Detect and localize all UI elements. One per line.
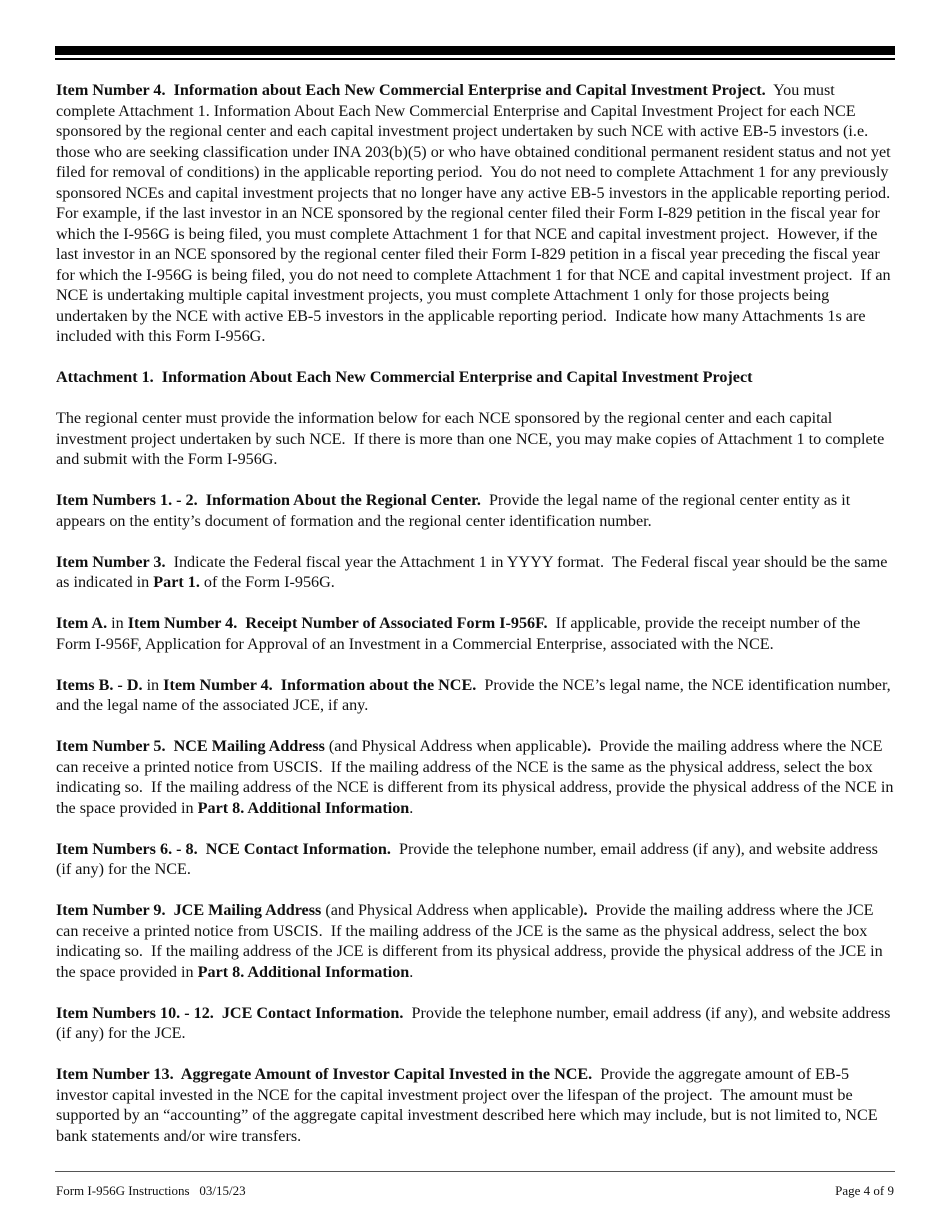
bold-text: Item Number 3. <box>56 553 166 571</box>
instructions-body <box>56 81 899 1168</box>
footer-form-label: Form I-956G Instructions 03/15/23 <box>56 1183 246 1198</box>
bold-text: Attachment 1. Information About Each New Commercial Enterprise and Capital Investment Project <box>56 369 753 386</box>
body-text: Provide the legal name of the regional center entity as it appears on the entity’s document of formation and the regional center identification number. <box>56 492 855 530</box>
footer-page-number: Page 4 of 9 <box>835 1183 894 1198</box>
paragraph-attachment1-intro <box>56 409 896 471</box>
bold-text: Item A. <box>56 615 108 632</box>
body-text: in <box>107 615 128 632</box>
paragraph-item4 <box>56 81 899 348</box>
body-text: Indicate the Federal fiscal year the Attachment 1 in YYYY format. The Federal fiscal year should be the same as indicated in <box>56 553 892 591</box>
header-rule-thin <box>55 58 895 60</box>
bold-text: Item Numbers 1. - 2. Information About the Regional Center. <box>56 492 481 509</box>
body-text: Provide the mailing address where the NCE can receive a printed notice from USCIS. If the mailing address of the NCE is the same as the physical address, select the box indicating so. If the mailing address of the NCE is different from its physical address, provide the physical address of the NCE in the space provided in <box>56 738 898 817</box>
bold-text: Item Number 4. Receipt Number of Associated Form I-956F. <box>127 615 548 632</box>
bold-text: Items B. - D. <box>56 676 143 694</box>
bold-text: Item Number 13. Aggregate Amount of Investor Capital Invested in the NCE. <box>56 1066 593 1083</box>
paragraph-item9 <box>56 901 896 983</box>
paragraph-item13 <box>56 1065 896 1147</box>
paragraph-items6-8 <box>56 840 896 881</box>
bold-text: Item Number 5. NCE Mailing Address <box>56 738 325 755</box>
bold-text: . <box>583 902 588 919</box>
body-text: You must complete Attachment 1. Information About Each New Commercial Enterprise and Capital Investment Project for each NCE sponsored by the regional center and each capital investment project undertaken by such NCE with active EB-5 investors (i.e. those who are seeking classification under INA 203(b)(5) or who have obtained conditional permanent resident status and not yet filed for removal of conditions) in the applicable reporting period. You do not need to complete Attachment 1 for any previously sponsored NCEs and capital investment projects that no longer have any active EB-5 investors in the applicable reporting period. For example, if the last investor in an NCE sponsored by the regional center filed their Form I-829 petition in the fiscal year for which the I-956G is being filed, you must complete Attachment 1 for that NCE and capital investment project. However, if the last investor in an NCE sponsored by the regional center filed their Form I-829 petition in a fiscal year preceding the fiscal year for which the I-956G is being filed, you do not need to complete Attachment 1 for that NCE and capital investment project. If an NCE is undertaking multiple capital investment projects, you must complete Attachment 1 only for those projects being undertaken by the NCE with active EB-5 investors in the applicable reporting period. Indicate how many Attachments 1s are included with this Form I-956G. <box>56 82 899 345</box>
paragraph-item5 <box>56 737 896 819</box>
body-text: in <box>142 676 164 694</box>
paragraph-item3 <box>56 553 896 594</box>
bold-text: Part 1. <box>153 574 200 591</box>
paragraph-attachment1-heading <box>56 368 896 389</box>
bold-text: Item Numbers 6. - 8. NCE Contact Information. <box>56 840 391 858</box>
bold-text: . <box>587 738 592 755</box>
footer-rule <box>55 1171 895 1172</box>
body-text: of the Form I-956G. <box>199 574 335 591</box>
body-text: The regional center must provide the information below for each NCE sponsored by the regional center and each capital investment project undertaken by such NCE. If there is more than one NCE, you may make copies of Attachment 1 to complete and submit with the Form I-956G. <box>56 410 889 468</box>
paragraph-item4a <box>56 614 896 655</box>
paragraph-item4b-d <box>56 676 896 717</box>
header-rule-thick <box>55 46 895 55</box>
body-text: . <box>409 799 414 817</box>
paragraph-items1-2 <box>56 491 896 532</box>
body-text: . <box>409 963 414 981</box>
body-text: (and Physical Address when applicable) <box>324 738 588 755</box>
bold-text: Item Number 4. Information about Each New Commercial Enterprise and Capital Investment Project. <box>56 82 766 99</box>
body-text: Provide the telephone number, email address (if any), and website address (if any) for the NCE. <box>56 840 882 878</box>
body-text: Provide the aggregate amount of EB-5 investor capital invested in the NCE for the capital investment project over the lifespan of the project. The amount must be supported by an “accounting” of the aggregate capital investment described here which may include, but is not limited to, NCE bank statements and/or wire transfers. <box>56 1066 882 1145</box>
bold-text: Item Number 9. JCE Mailing Address <box>56 902 322 919</box>
body-text: Provide the mailing address where the JCE can receive a printed notice from USCIS. If the mailing address of the JCE is the same as the physical address, select the box indicating so. If the mailing address of the JCE is different from its physical address, provide the physical address of the JCE in the space provided in <box>56 902 887 981</box>
bold-text: Part 8. Additional Information <box>197 799 410 817</box>
body-text: If applicable, provide the receipt number of the Form I-956F, Application for Approval of an Investment in a Commercial Enterprise, associated with the NCE. <box>56 615 865 653</box>
bold-text: Part 8. Additional Information <box>197 963 410 981</box>
body-text: Provide the telephone number, email address (if any), and website address (if any) for the JCE. <box>56 1004 895 1042</box>
bold-text: Item Numbers 10. - 12. JCE Contact Information. <box>56 1004 404 1022</box>
paragraph-items10-12 <box>56 1004 896 1045</box>
body-text: (and Physical Address when applicable) <box>321 902 584 919</box>
body-text: Provide the NCE’s legal name, the NCE identification number, and the legal name of the associated JCE, if any. <box>56 676 895 714</box>
bold-text: Item Number 4. Information about the NCE. <box>163 676 477 694</box>
